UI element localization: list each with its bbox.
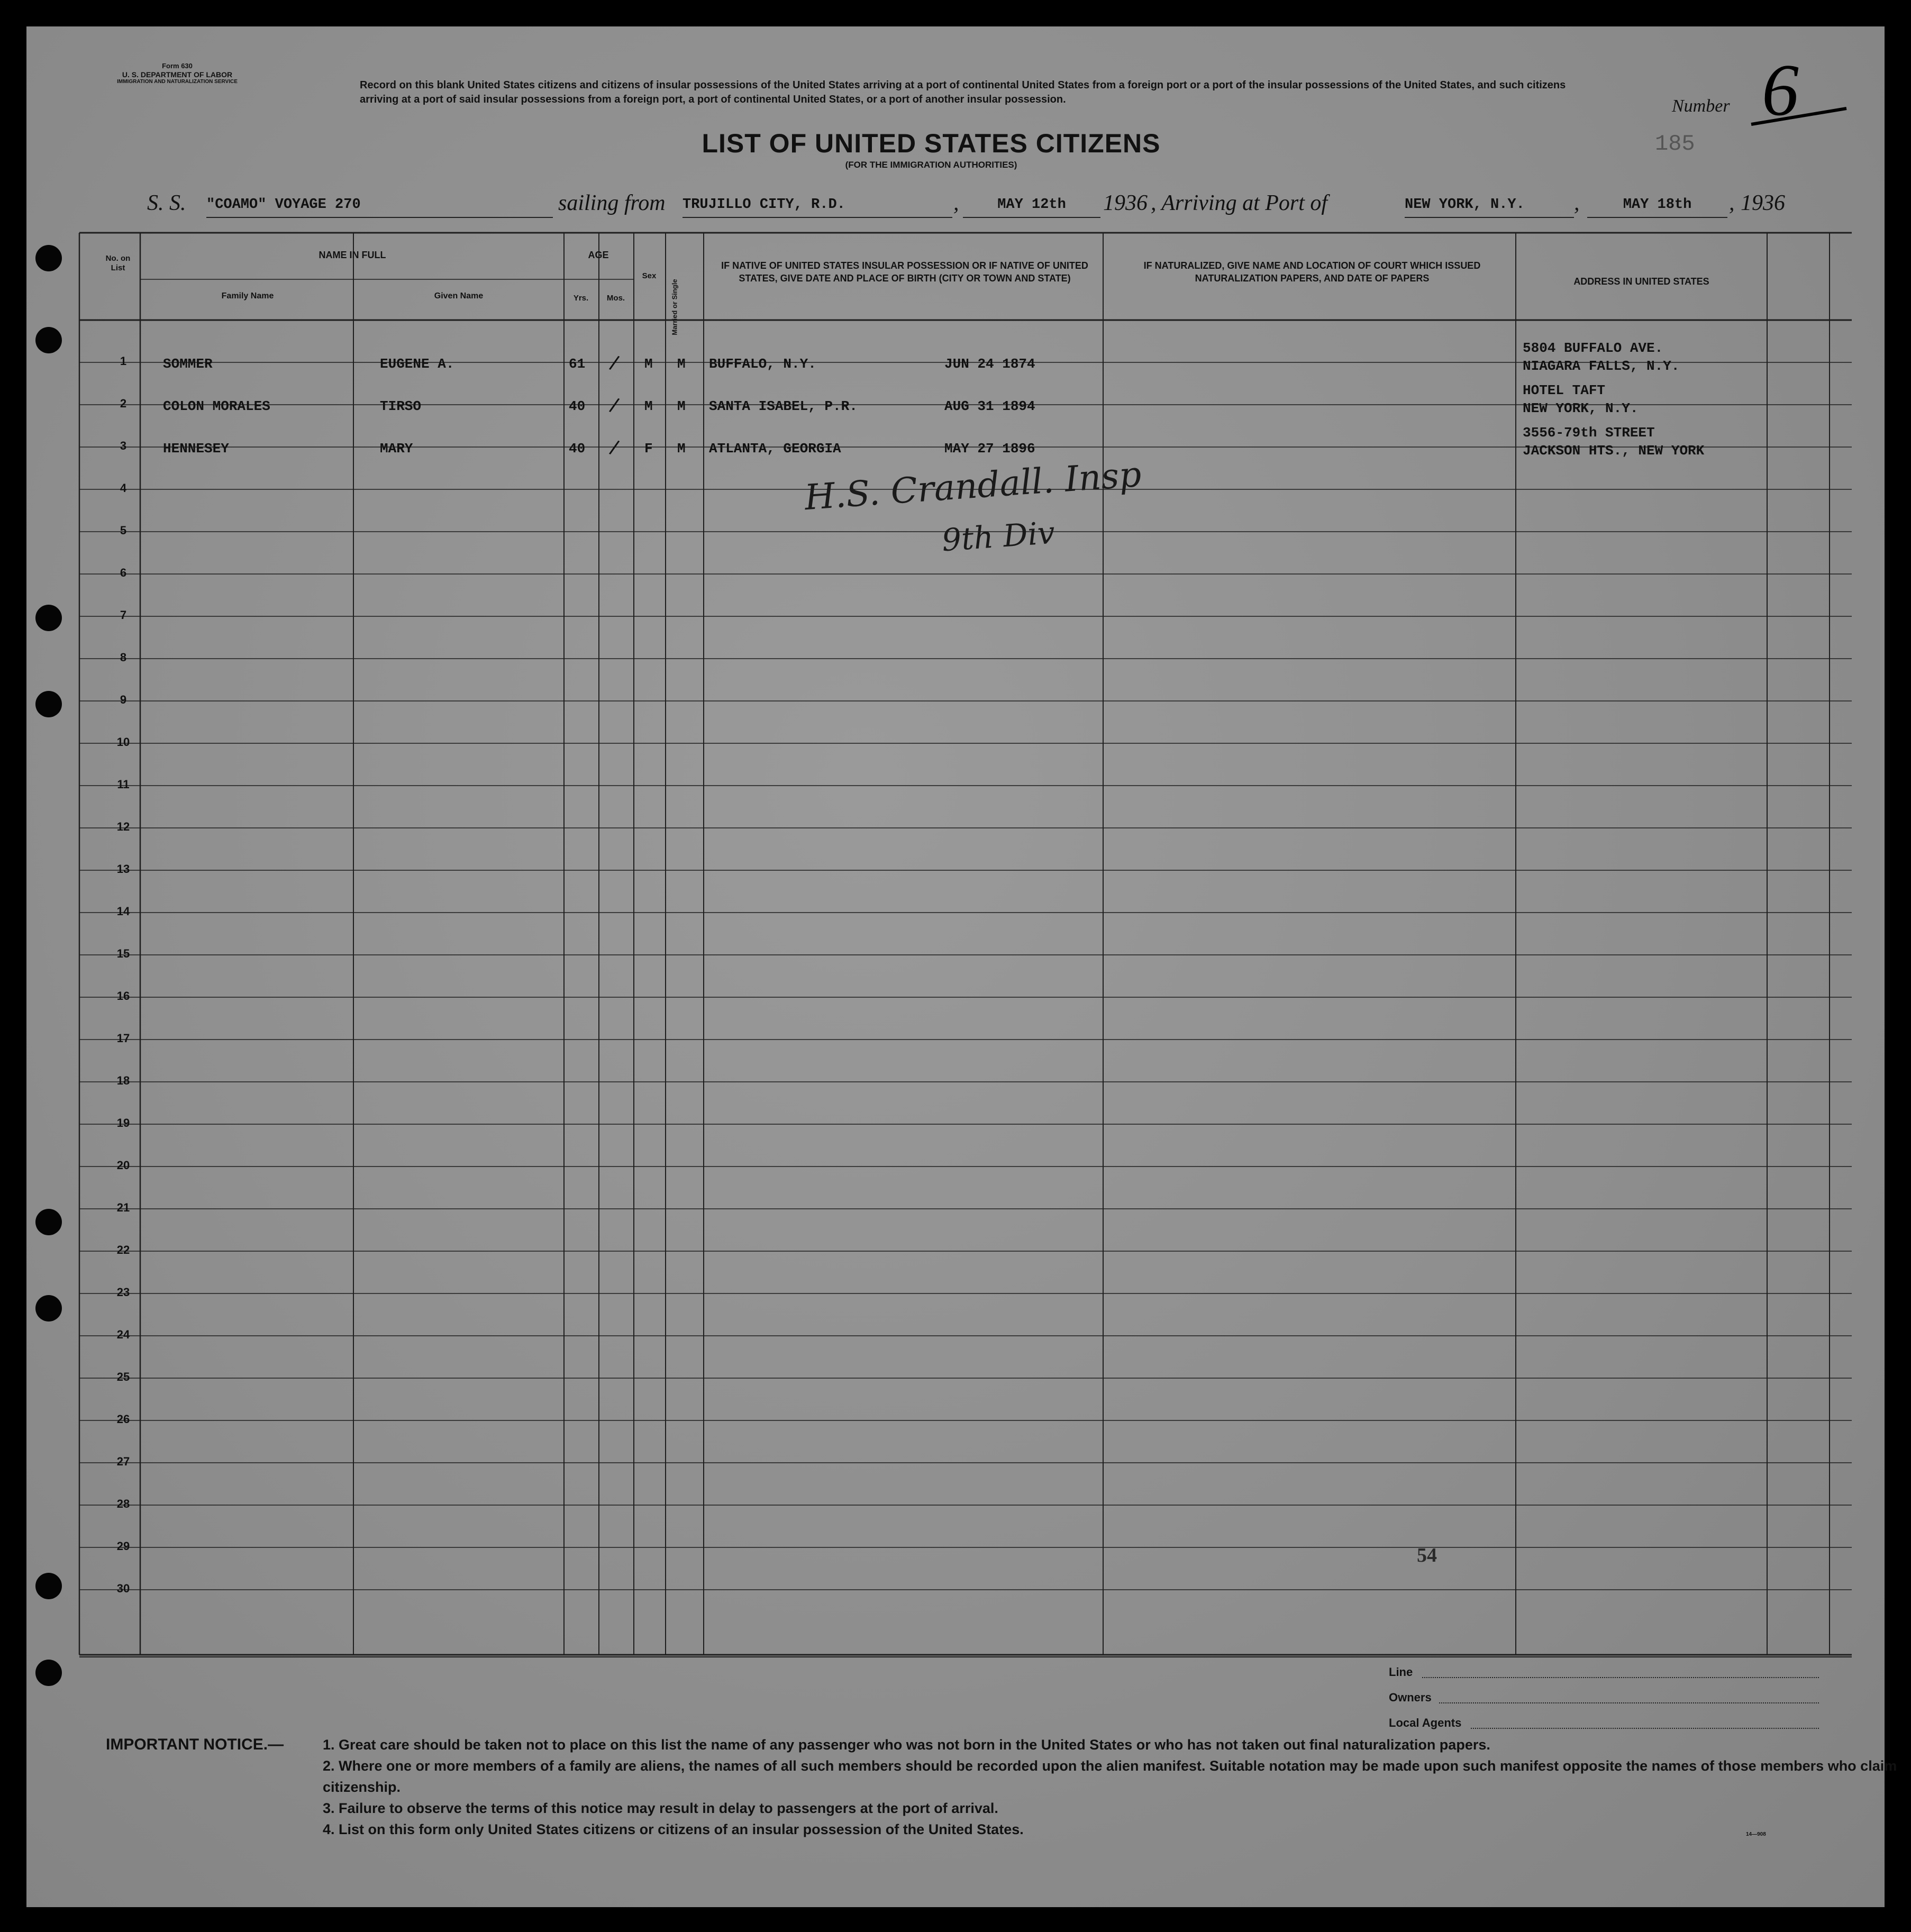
age-years: 40 (569, 441, 586, 457)
row-number: 16 (116, 989, 130, 1003)
sex: F (644, 441, 653, 457)
arriving-label: , Arriving at Port of (1151, 191, 1328, 215)
birth-date: MAY 27 1896 (944, 441, 1035, 457)
notice-item: 1. Great care should be taken not to place on this list the name of any passenger who was not born in the United States or who has not taken out final naturalization papers. (323, 1737, 1490, 1753)
family-name: HENNESEY (163, 441, 229, 457)
given-name: MARY (380, 441, 413, 457)
header-no-on-list: No. on List (105, 254, 131, 272)
marital-status: M (677, 441, 686, 457)
agents-blank (1471, 1728, 1819, 1729)
arrival-date: MAY 18th (1587, 197, 1727, 218)
sex: M (644, 398, 653, 414)
row-number: 11 (117, 778, 130, 791)
row-number: 29 (116, 1539, 130, 1553)
stamp-number: 185 (1655, 131, 1695, 157)
page-title: LIST OF UNITED STATES CITIZENS (702, 129, 1161, 158)
birth-date: AUG 31 1894 (944, 398, 1035, 414)
row-number: 30 (116, 1582, 130, 1595)
row-number: 26 (116, 1412, 130, 1426)
notice-item: 3. Failure to observe the terms of this notice may result in delay to passengers at the port of arrival. (323, 1800, 998, 1816)
row-number: 27 (116, 1455, 130, 1468)
sex: M (644, 356, 653, 372)
header-yrs: Yrs. (573, 294, 589, 303)
row-number: 3 (120, 439, 127, 452)
owners-blank (1439, 1702, 1819, 1703)
departure-port: TRUJILLO CITY, R.D. (683, 197, 952, 218)
row-number: 14 (116, 905, 130, 918)
service-name: IMMIGRATION AND NATURALIZATION SERVICE (117, 79, 238, 85)
age-years: 40 (569, 398, 586, 414)
row-number: 19 (116, 1116, 130, 1129)
row-number: 9 (120, 693, 127, 706)
sailing-from-label: sailing from (558, 191, 666, 215)
comma: , (953, 191, 959, 215)
arrival-year: 1936 (1741, 191, 1785, 215)
form-number: Form 630 (162, 62, 193, 70)
row-number: 18 (116, 1074, 130, 1087)
line-blank (1422, 1677, 1819, 1678)
line-label: Line (1389, 1665, 1413, 1679)
row-number: 12 (116, 820, 130, 833)
address-line-2: NEW YORK, N.Y. (1523, 400, 1639, 416)
address-line-2: JACKSON HTS., NEW YORK (1523, 443, 1705, 459)
row-number: 10 (116, 735, 130, 749)
sheet-number: 6 (1762, 49, 1799, 131)
comma: , (1574, 191, 1580, 215)
birth-place: ATLANTA, GEORGIA (709, 441, 841, 457)
header-family-name: Family Name (221, 291, 274, 300)
page-subtitle: (FOR THE IMMIGRATION AUTHORITIES) (845, 160, 1017, 170)
address-line-1: 3556-79th STREET (1523, 425, 1655, 441)
ss-label: S. S. (147, 191, 186, 215)
owners-label: Owners (1389, 1691, 1432, 1704)
address-line-2: NIAGARA FALLS, N.Y. (1523, 358, 1680, 374)
row-number: 22 (116, 1243, 130, 1256)
notice-heading: IMPORTANT NOTICE.— (106, 1736, 284, 1753)
row-number: 17 (116, 1032, 130, 1045)
row-number: 5 (120, 524, 127, 537)
age-months-tick: / (607, 436, 621, 460)
row-number: 23 (116, 1286, 130, 1299)
departure-year: 1936 (1103, 191, 1148, 215)
birth-place: BUFFALO, N.Y. (709, 356, 816, 372)
header-birth-info: IF NATIVE OF UNITED STATES INSULAR POSSESSION OR IF NATIVE OF UNITED STATES, GIVE DATE AND PLACE OF BIRTH (CITY OR TOWN AND STATE) (721, 260, 1088, 284)
row-number: 20 (116, 1159, 130, 1172)
row-number: 28 (116, 1497, 130, 1510)
age-months-tick: / (607, 351, 621, 376)
row-number: 6 (120, 566, 127, 579)
birth-place: SANTA ISABEL, P.R. (709, 398, 858, 414)
form-code: 14—908 (1746, 1831, 1766, 1837)
arrival-port: NEW YORK, N.Y. (1405, 197, 1574, 218)
local-agents-label: Local Agents (1389, 1716, 1462, 1729)
row-number: 24 (116, 1328, 130, 1341)
inspector-division: 9th Div (940, 514, 1056, 559)
row-number: 4 (120, 481, 127, 495)
row-number: 8 (120, 651, 127, 664)
address-line-1: HOTEL TAFT (1523, 382, 1606, 398)
row-number: 25 (116, 1370, 130, 1383)
number-label: Number (1672, 96, 1730, 116)
given-name: EUGENE A. (380, 356, 454, 372)
age-months-tick: / (607, 394, 621, 418)
notice-item: 4. List on this form only United States citizens or citizens of an insular possession of the United States. (323, 1821, 1024, 1837)
inspector-signature: H.S. Crandall. Insp (803, 453, 1143, 518)
page-stamp: 54 (1417, 1544, 1437, 1566)
row-number: 21 (116, 1201, 130, 1214)
header-name-in-full: NAME IN FULL (319, 250, 386, 260)
notice-item: 2. Where one or more members of a family are aliens, the names of all such members should be recorded upon the alien manifest. Suitable notation may be made upon such manifest opposite the names of those members who claim citizenship. (323, 1758, 1897, 1795)
family-name: SOMMER (163, 356, 213, 372)
departure-date: MAY 12th (963, 197, 1100, 218)
birth-date: JUN 24 1874 (944, 356, 1035, 372)
comma: , (1729, 191, 1735, 215)
row-number: 13 (116, 862, 130, 876)
header-mos: Mos. (606, 294, 625, 303)
row-number: 1 (120, 354, 127, 368)
age-years: 61 (569, 356, 586, 372)
ship-name: "COAMO" VOYAGE 270 (206, 197, 553, 218)
header-naturalization: IF NATURALIZED, GIVE NAME AND LOCATION OF COURT WHICH ISSUED NATURALIZATION PAPERS, AND DATE OF PAPERS (1143, 260, 1481, 284)
marital-status: M (677, 398, 686, 414)
family-name: COLON MORALES (163, 398, 270, 414)
header-age: AGE (588, 250, 609, 260)
department-name: U. S. DEPARTMENT OF LABOR (122, 70, 233, 79)
header-given-name: Given Name (434, 291, 484, 300)
row-number: 7 (120, 608, 127, 622)
row-number: 15 (116, 947, 130, 960)
header-married-single: Married or Single (670, 279, 679, 335)
header-address: ADDRESS IN UNITED STATES (1573, 276, 1709, 287)
given-name: TIRSO (380, 398, 422, 414)
marital-status: M (677, 356, 686, 372)
address-line-1: 5804 BUFFALO AVE. (1523, 340, 1663, 356)
header-sex: Sex (642, 271, 657, 280)
form-instructions: Record on this blank United States citizens and citizens of insular possessions of the United States arriving at a port of continental United States from a foreign port or a port of the insular possessions of the United States, and such citizens arriving at a port of said insular possessions from a foreign port, a port of continental United States, or a port of another insular possession. (360, 79, 1566, 105)
row-number: 2 (120, 397, 127, 410)
